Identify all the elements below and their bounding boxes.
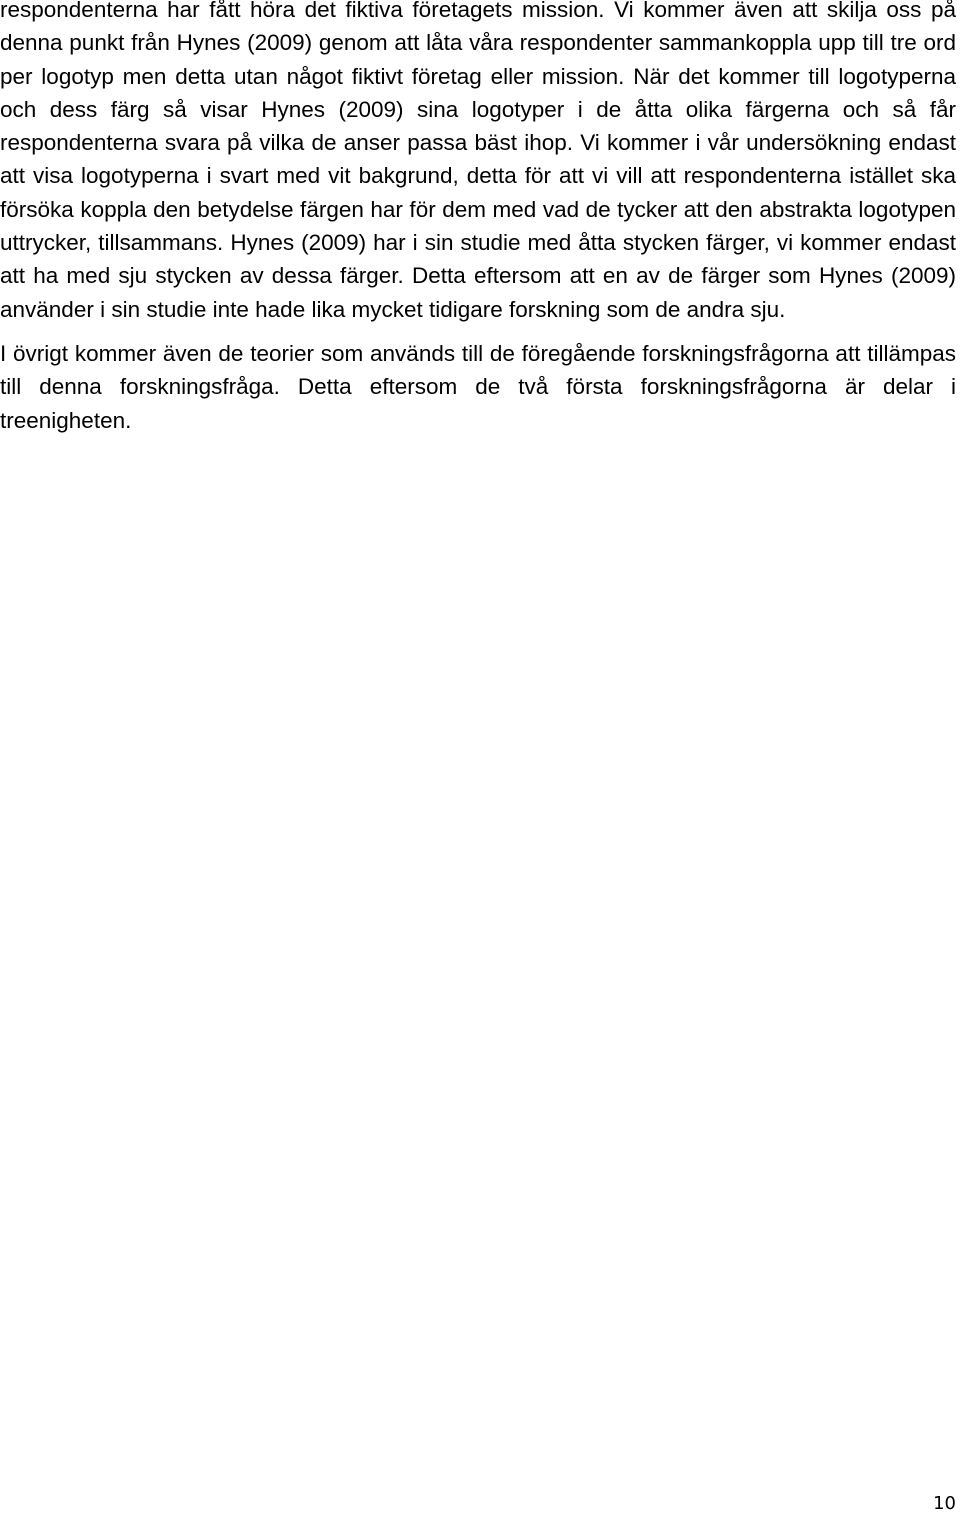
page-number: 10 [933, 1493, 956, 1514]
body-paragraph-2: I övrigt kommer även de teorier som används till de föregående forskningsfrågorna att tillämpas till denna forskningsfråga. Detta eftersom de två första forskningsfrågorna är delar i treenigheten. [0, 340, 956, 433]
body-paragraph-1: respondenterna har fått höra det fiktiva företagets mission. Vi kommer även att skilja oss på denna punkt från Hynes (2009) genom att låta våra respondenter sammankoppla upp till tre ord per logotyp men detta utan något fiktivt företag eller mission. När det kommer till logotyperna och dess färg så visar Hynes (2009) sina logotyper i de åtta olika färgerna och så får respondenterna svara på vilka de anser passa bäst ihop. Vi kommer i vår undersökning endast att visa logotyperna i svart med vit bakgrund, detta för att vi vill att respondenterna istället ska försöka koppla den betydelse färgen har för dem med vad de tycker att den abstrakta logotypen uttrycker, tillsammans. Hynes (2009) har i sin studie med åtta stycken färger, vi kommer endast att ha med sju stycken av dessa färger. Detta eftersom att en av de färger som Hynes (2009) använder i sin studie inte hade lika mycket tidigare forskning som de andra sju. [0, 0, 956, 322]
document-body [0, 0, 956, 437]
